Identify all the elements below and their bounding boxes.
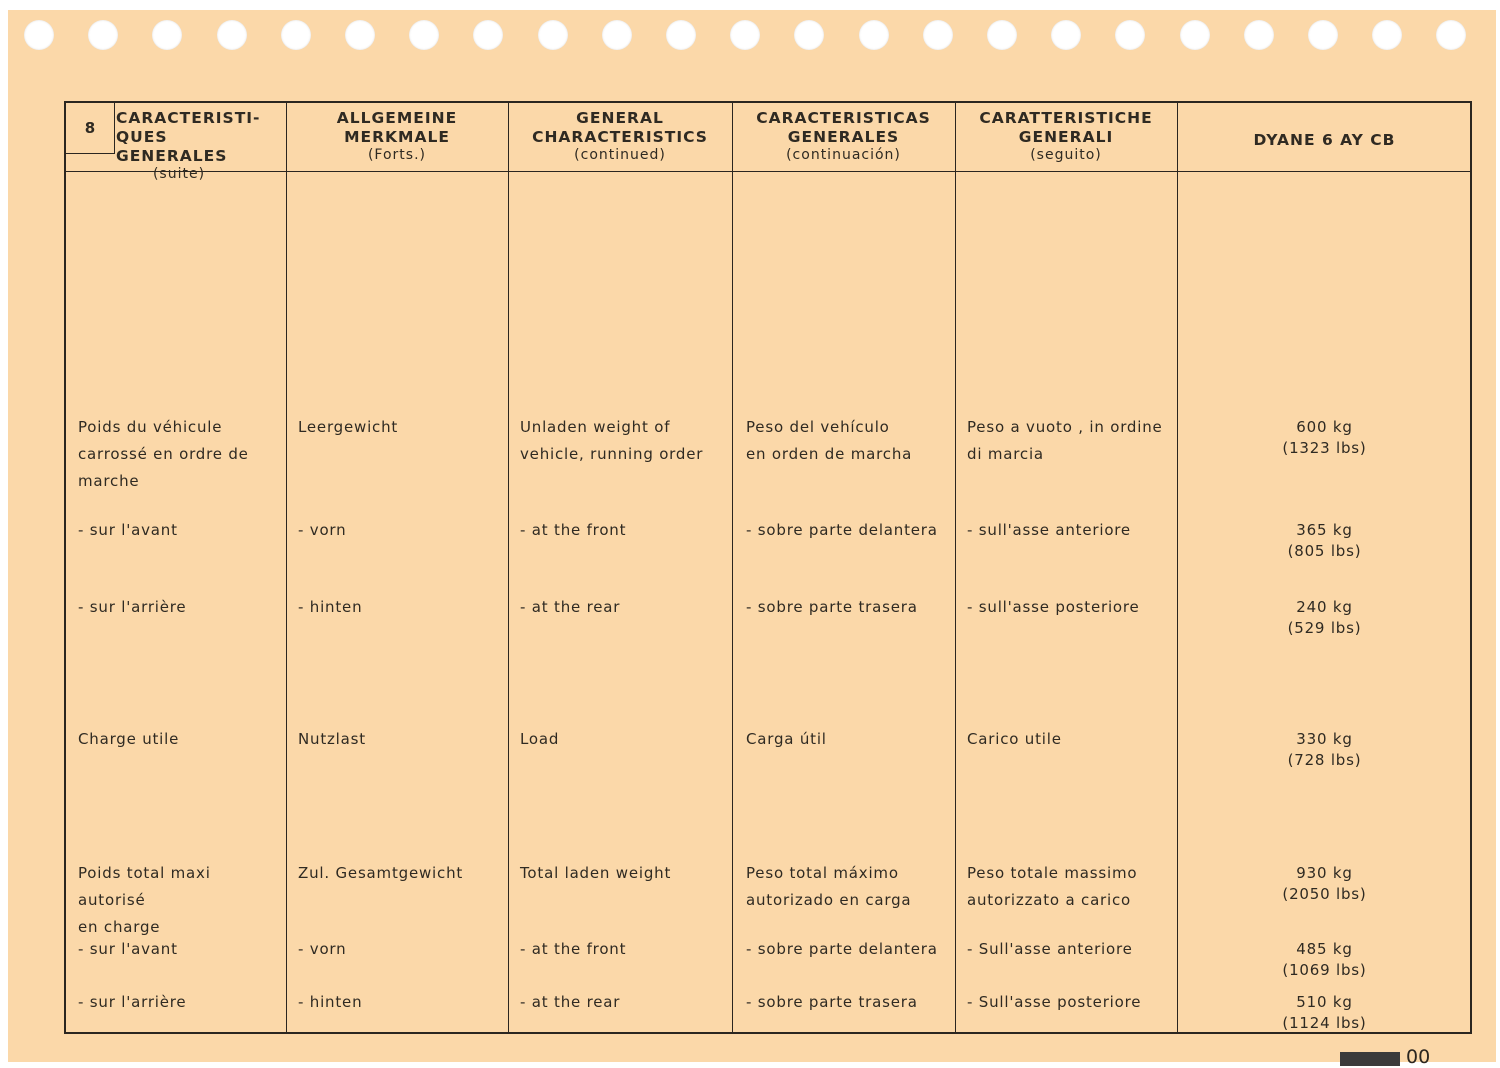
column-divider (732, 103, 733, 1032)
binder-hole (152, 20, 182, 50)
table-cell-es: - sobre parte delantera (746, 521, 938, 539)
table-cell-it: Peso a vuoto , in ordine di marcia (967, 418, 1163, 463)
table-cell-fr: - sur l'avant (78, 940, 178, 958)
header-german: ALLGEMEINE MERKMALE (Forts.) (336, 109, 458, 163)
table-cell-es: Peso del vehículo en orden de marcha (746, 418, 913, 463)
binder-hole (1244, 20, 1274, 50)
column-divider (286, 103, 287, 1032)
binder-hole (217, 20, 247, 50)
section-number: 8 (66, 103, 115, 154)
table-cell-en: - at the rear (520, 598, 621, 616)
table-cell-val: 600 kg (1323 lbs) (1282, 418, 1367, 457)
table-cell-fr: - sur l'arrière (78, 598, 187, 616)
table-cell-val: 930 kg (2050 lbs) (1282, 864, 1367, 903)
binder-hole (666, 20, 696, 50)
binder-hole (345, 20, 375, 50)
header-spanish: CARACTERISTICAS GENERALES (continuación) (756, 109, 931, 163)
table-cell-fr: - sur l'arrière (78, 993, 187, 1011)
binder-hole (1180, 20, 1210, 50)
table-cell-es: Peso total máximo autorizado en carga (746, 864, 912, 909)
binder-hole (730, 20, 760, 50)
table-cell-it: - sull'asse anteriore (967, 521, 1131, 539)
table-cell-de: - vorn (298, 940, 347, 958)
header-model: DYANE 6 AY CB (1253, 131, 1396, 149)
binder-hole (602, 20, 632, 50)
table-cell-it: Peso totale massimo autorizzato a carico (967, 864, 1138, 909)
table-cell-fr: - sur l'avant (78, 521, 178, 539)
binder-hole (1115, 20, 1145, 50)
binder-hole (1051, 20, 1081, 50)
column-divider (955, 103, 956, 1032)
table-cell-de: Nutzlast (298, 730, 366, 748)
binder-hole (923, 20, 953, 50)
document-sheet (8, 10, 1496, 1068)
table-cell-fr: Poids du véhicule carrossé en ordre de marche (78, 418, 249, 490)
table-cell-de: Zul. Gesamtgewicht (298, 864, 464, 882)
binder-hole (281, 20, 311, 50)
binder-hole (1436, 20, 1466, 50)
table-cell-val: 485 kg (1069 lbs) (1282, 940, 1367, 979)
table-cell-es: - sobre parte trasera (746, 993, 918, 1011)
table-cell-fr: Charge utile (78, 730, 180, 748)
page-tag-bar (1340, 1052, 1400, 1066)
table-cell-es: Carga útil (746, 730, 827, 748)
table-cell-val: 365 kg (805 lbs) (1287, 521, 1362, 560)
table-cell-en: - at the front (520, 521, 627, 539)
table-cell-it: - Sull'asse anteriore (967, 940, 1133, 958)
binder-hole (473, 20, 503, 50)
table-cell-fr: Poids total maxi autorisé en charge (78, 864, 211, 936)
table-cell-it: - sull'asse posteriore (967, 598, 1140, 616)
table-cell-en: Load (520, 730, 560, 748)
spec-table (64, 101, 1472, 1034)
table-cell-it: Carico utile (967, 730, 1062, 748)
binder-hole (859, 20, 889, 50)
table-cell-en: Total laden weight (520, 864, 672, 882)
table-cell-val: 330 kg (728 lbs) (1287, 730, 1362, 769)
table-cell-en: Unladen weight of vehicle, running order (520, 418, 704, 463)
table-cell-es: - sobre parte delantera (746, 940, 938, 958)
table-cell-de: - vorn (298, 521, 347, 539)
table-cell-en: - at the rear (520, 993, 621, 1011)
table-cell-val: 510 kg (1124 lbs) (1282, 993, 1367, 1032)
binder-hole (538, 20, 568, 50)
table-cell-it: - Sull'asse posteriore (967, 993, 1142, 1011)
table-cell-en: - at the front (520, 940, 627, 958)
table-cell-val: 240 kg (529 lbs) (1287, 598, 1362, 637)
table-cell-de: - hinten (298, 598, 363, 616)
binder-hole (1372, 20, 1402, 50)
header-english: GENERAL CHARACTERISTICS (continued) (532, 109, 708, 163)
table-cell-de: - hinten (298, 993, 363, 1011)
binder-hole (409, 20, 439, 50)
binder-hole (1308, 20, 1338, 50)
header-italian: CARATTERISTICHE GENERALI (seguito) (979, 109, 1153, 163)
binder-hole (24, 20, 54, 50)
table-cell-de: Leergewicht (298, 418, 399, 436)
binder-hole (987, 20, 1017, 50)
page-number: 00 (1406, 1046, 1431, 1068)
binder-hole (794, 20, 824, 50)
table-cell-es: - sobre parte trasera (746, 598, 918, 616)
binder-hole (88, 20, 118, 50)
header-french: CARACTERISTI- QUES GENERALES (suite) (116, 109, 261, 182)
column-divider (508, 103, 509, 1032)
